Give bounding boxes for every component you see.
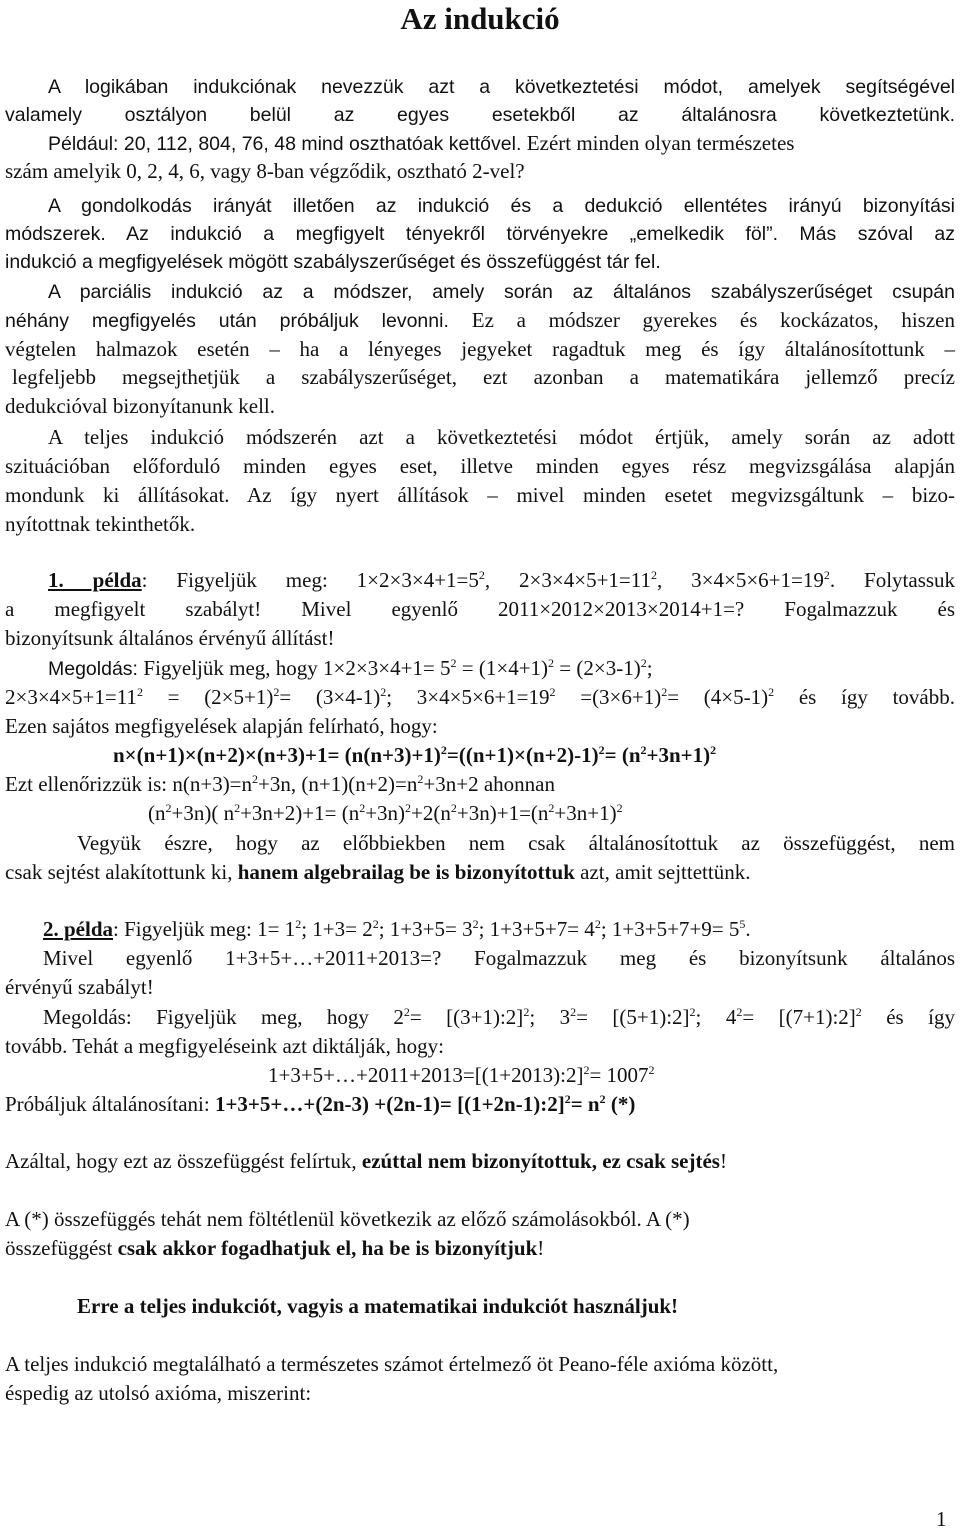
text-line	[5, 771, 555, 797]
text-line	[5, 1206, 690, 1232]
text-segment: A logikában indukciónak nevezzük azt a következtetési módot, amelyek segítségével	[48, 76, 955, 98]
superscript: 2	[768, 685, 775, 699]
text-line	[48, 193, 955, 219]
text-line	[5, 482, 955, 508]
text-segment: Ezen sajátos megfigyelések alapján felírható, hogy:	[5, 714, 438, 738]
text-segment: 2. példa	[43, 917, 114, 941]
text-segment: !	[719, 1149, 727, 1173]
text-segment: szám amelyik 0, 2, 4, 6, vagy 8-ban végződik, osztható 2-vel?	[5, 159, 525, 183]
superscript: 2	[136, 685, 143, 699]
text-line	[5, 307, 955, 334]
text-segment: a megfigyelt szabályt! Mivel egyenlő 2011×2012×2013×2014+1=? Fogalmazzuk és	[5, 597, 955, 621]
text-segment: ;	[646, 656, 653, 680]
superscript: 2	[710, 743, 717, 757]
text-segment: Megoldás: Figyeljük meg, hogy 2	[43, 1005, 404, 1029]
superscript: 2	[616, 801, 623, 815]
text-segment: = (4×5-1)	[667, 685, 769, 709]
text-line	[5, 713, 438, 739]
text-segment: ezúttal nem bizonyítottuk, ez csak sejtés	[361, 1149, 720, 1173]
text-segment: dedukcióval bizonyítanunk kell.	[5, 394, 276, 418]
text-segment: =((n+1)×(n+2)-1)	[446, 743, 599, 767]
superscript: 2	[549, 685, 556, 699]
superscript: 2	[648, 1063, 655, 1077]
text-line	[148, 800, 623, 826]
text-segment: azt, amit sejttettünk.	[574, 860, 751, 884]
text-line	[268, 1062, 655, 1088]
text-segment: éspedig az utolsó axióma, miszerint:	[5, 1381, 312, 1405]
text-segment: Figyeljük meg, hogy 1×2×3×4+1= 5	[143, 656, 451, 680]
text-segment: Ezért minden olyan természetes	[526, 131, 795, 155]
text-line	[77, 830, 955, 856]
text-line	[48, 567, 955, 593]
superscript: 2	[380, 685, 387, 699]
text-segment: A parciális indukció az a módszer, amely során az általános szabályszerűséget csupán	[48, 281, 955, 303]
text-line	[48, 130, 794, 157]
text-line	[5, 1033, 444, 1059]
text-segment: módszerek. Az indukció a megfigyelt tényekről törvényekre „emelkedik föl”. Más szóval az	[5, 223, 955, 245]
text-segment: Ez a módszer gyerekes és kockázatos, hiszen	[471, 308, 955, 332]
text-segment: csak akkor fogadhatjuk el, ha be is bizonyítjuk	[117, 1236, 538, 1260]
text-segment: A (*) összefüggés tehát nem föltétlenül következik az előző számolásokból. A (*)	[5, 1207, 690, 1231]
text-line	[113, 742, 716, 768]
text-segment: ; 1+3+5+7= 4	[478, 917, 595, 941]
text-line	[43, 916, 751, 942]
superscript: 2	[523, 1005, 530, 1019]
text-segment: Megoldás:	[48, 658, 144, 680]
text-line	[5, 249, 661, 275]
superscript: 2	[450, 656, 457, 670]
text-segment: szituációban előforduló minden egyes eset, illetve minden egyes rész megvizsgálása alapján	[5, 454, 955, 478]
text-segment: 1. példa	[48, 568, 142, 592]
superscript: 2	[165, 801, 172, 815]
text-segment: +3n, (n+1)(n+2)=n	[258, 772, 418, 796]
text-segment: , 2×3×4×5+1=11	[484, 568, 651, 592]
text-segment: mondunk ki állításokat. Az így nyert állítások – mivel minden esetet megvizsgáltunk – bizo-	[5, 483, 955, 507]
text-line	[5, 596, 955, 622]
superscript: 2	[405, 801, 412, 815]
text-line	[5, 1351, 778, 1377]
text-segment: tovább. Tehát a megfigyeléseink azt diktálják, hogy:	[5, 1034, 445, 1058]
superscript: 5	[739, 917, 746, 931]
superscript: 2	[583, 1063, 590, 1077]
superscript: 2	[640, 743, 647, 757]
text-segment: +3n)+1=(n	[456, 801, 549, 825]
text-segment: ; 1+3= 2	[301, 917, 373, 941]
text-segment: 1+3+5+…+(2n-3) +(2n-1)= [(1+2n-1):2]	[214, 1092, 565, 1116]
text-segment: valamely osztályon belül az egyes esetekből az általánosra következtetünk.	[5, 104, 955, 126]
text-segment: +3n+1)	[646, 743, 711, 767]
text-line	[5, 453, 955, 479]
text-segment: = (3×4-1)	[279, 685, 381, 709]
text-segment: = 1007	[589, 1063, 649, 1087]
text-segment: csak sejtést alakítottunk ki,	[5, 860, 238, 884]
text-segment: ; 3	[529, 1005, 571, 1029]
superscript: 2	[403, 1005, 410, 1019]
superscript: 2	[736, 1005, 743, 1019]
text-line	[5, 1235, 544, 1261]
text-line	[5, 625, 335, 651]
text-segment: és így tovább.	[774, 685, 955, 709]
text-line	[48, 424, 955, 450]
superscript: 2	[640, 656, 647, 670]
text-segment: (*)	[605, 1092, 636, 1116]
text-segment: n×(n+1)×(n+2)×(n+3)+1= (n(n+3)+1)	[113, 743, 441, 767]
text-segment: Például: 20, 112, 804, 76, 48 mind oszthatóak kettővel.	[48, 133, 527, 155]
text-line	[5, 859, 750, 885]
text-segment: A teljes indukció módszerén azt a következtetési módot értjük, amely során az adott	[48, 425, 955, 449]
text-line	[5, 393, 275, 419]
superscript: 2	[651, 568, 657, 582]
text-line	[5, 336, 955, 362]
text-segment: Próbáljuk általánosítani:	[5, 1092, 215, 1116]
superscript: 2	[548, 656, 555, 670]
text-segment: Mivel egyenlő 1+3+5+…+2011+2013=? Fogalmazzuk meg és bizonyítsunk általános	[43, 946, 955, 970]
text-segment: ; 1+3+5+7+9= 5	[600, 917, 740, 941]
superscript: 2	[359, 801, 366, 815]
text-segment: +3n+2)+1= (n	[240, 801, 360, 825]
text-segment: 2×3×4×5+1=11	[5, 685, 137, 709]
text-line	[43, 945, 955, 971]
text-line	[5, 1380, 311, 1406]
superscript: 2	[823, 568, 830, 582]
text-line	[12, 364, 955, 390]
text-line	[5, 684, 955, 710]
text-segment: : Figyeljük meg: 1×2×3×4+1=5	[141, 568, 479, 592]
text-segment: érvényű szabályt!	[5, 975, 154, 999]
text-segment: = [(5+1):2]	[576, 1005, 690, 1029]
text-line	[77, 1293, 678, 1319]
superscript: 2	[689, 1005, 696, 1019]
text-segment: Erre a teljes indukciót, vagyis a matematikai indukciót használjuk!	[77, 1294, 679, 1318]
text-segment: (n	[148, 801, 166, 825]
text-segment: .	[745, 917, 751, 941]
text-line	[5, 974, 154, 1000]
text-segment: = n	[570, 1092, 600, 1116]
superscript: 2	[594, 917, 601, 931]
text-segment: +3n)( n	[171, 801, 235, 825]
text-segment: +3n+2 ahonnan	[423, 772, 555, 796]
text-segment: Ezt ellenőrizzük is: n(n+3)=n	[5, 772, 253, 796]
page-number: 1	[936, 1507, 947, 1531]
superscript: 2	[661, 685, 668, 699]
superscript: 2	[273, 685, 280, 699]
superscript: 2	[440, 743, 447, 757]
superscript: 2	[417, 772, 424, 786]
text-segment: bizonyítsunk általános érvényű állítást!	[5, 626, 335, 650]
text-segment: . Folytassuk	[829, 568, 956, 592]
superscript: 2	[570, 1005, 577, 1019]
text-line	[5, 158, 525, 184]
text-segment: A gondolkodás irányát illetően az indukció és a dedukció ellentétes irányú bizonyítási	[48, 195, 955, 217]
superscript: 2	[478, 568, 485, 582]
text-line	[43, 1004, 955, 1030]
text-segment: +3n+1)	[554, 801, 617, 825]
text-segment: végtelen halmazok esetén – ha a lényeges jegyeket ragadtuk meg és így általánosítottunk –	[5, 337, 955, 361]
superscript: 2	[234, 801, 241, 815]
superscript: 2	[450, 801, 457, 815]
superscript: 2	[472, 917, 479, 931]
text-segment: ; 1+3+5= 3	[378, 917, 473, 941]
text-segment: nyítottnak tekinthetők.	[5, 512, 196, 536]
text-segment: indukció a megfigyelések mögött szabályszerűséget és összefüggést tár fel.	[5, 251, 661, 273]
text-line	[5, 221, 955, 247]
text-line	[5, 511, 195, 537]
text-line	[5, 1148, 727, 1174]
text-segment: +3n)	[365, 801, 406, 825]
text-line	[48, 279, 955, 305]
text-segment: = [(7+1):2]	[742, 1005, 856, 1029]
text-segment: legfeljebb megsejthetjük a szabályszerűséget, ezt azonban a matematikára jellemző precíz	[12, 365, 955, 389]
superscript: 2	[564, 1092, 571, 1106]
text-line	[5, 1091, 635, 1117]
text-segment: hanem algebrailag be is bizonyítottuk	[237, 860, 575, 884]
text-segment: ; 4	[695, 1005, 737, 1029]
text-segment: összefüggést	[5, 1236, 118, 1260]
text-segment: = [(3+1):2]	[409, 1005, 524, 1029]
text-segment: = (1×4+1)	[456, 656, 549, 680]
text-segment: !	[537, 1236, 545, 1260]
page-title: Az indukció	[400, 1, 560, 36]
superscript: 2	[548, 801, 555, 815]
superscript: 2	[598, 743, 605, 757]
text-line	[48, 74, 955, 100]
text-segment: , 3×4×5×6+1=19	[657, 568, 824, 592]
text-segment: ; 3×4×5×6+1=19	[386, 685, 550, 709]
text-segment: Vegyük észre, hogy az előbbiekben nem csak általánosítottuk az összefüggést, nem	[77, 831, 955, 855]
text-segment: A teljes indukció megtalálható a természetes számot értelmező öt Peano-féle axióma között,	[5, 1352, 779, 1376]
text-segment: =(3×6+1)	[555, 685, 662, 709]
superscript: 2	[372, 917, 379, 931]
text-line	[48, 655, 653, 682]
text-line	[5, 102, 955, 128]
text-segment: és így	[861, 1005, 956, 1029]
superscript: 2	[252, 772, 259, 786]
text-segment: Azáltal, hogy ezt az összefüggést felírtuk,	[5, 1149, 362, 1173]
superscript: 2	[295, 917, 302, 931]
text-segment: : Figyeljük meg: 1= 1	[113, 917, 296, 941]
superscript: 2	[599, 1092, 606, 1106]
superscript: 2	[855, 1005, 862, 1019]
text-segment: néhány megfigyelés után próbáljuk levonni.	[5, 310, 472, 332]
text-segment: = (2×5+1)	[142, 685, 274, 709]
text-segment: = (2×3-1)	[554, 656, 641, 680]
text-segment: 1+3+5+…+2011+2013=[(1+2013):2]	[268, 1063, 584, 1087]
text-segment: = (n	[604, 743, 641, 767]
text-segment: +2(n	[411, 801, 451, 825]
